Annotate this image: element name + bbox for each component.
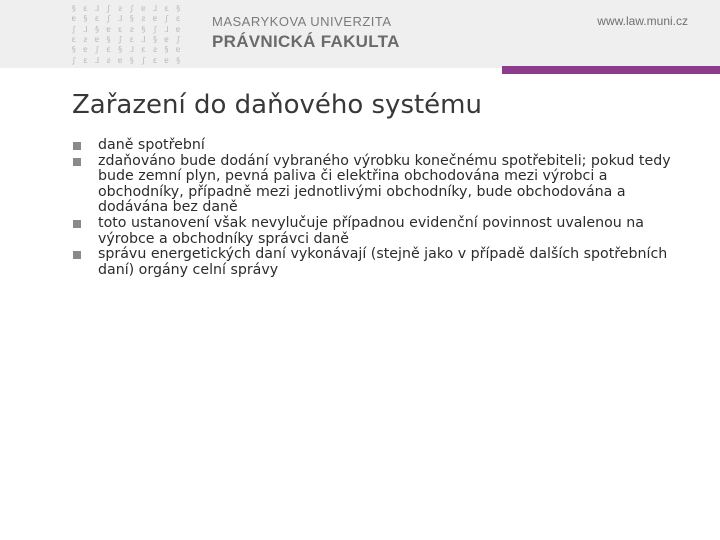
list-item: [72, 247, 672, 278]
website-url[interactable]: www.law.muni.cz: [597, 14, 688, 28]
list-item: [72, 216, 672, 247]
bullet-text: správu energetických daní vykonávají (stejně jako v případě dalších spotřebních daní) orgány celní správy: [98, 246, 668, 278]
square-bullet-icon: [73, 142, 81, 150]
list-item: [72, 138, 672, 154]
university-name: MASARYKOVA UNIVERZITA: [212, 14, 392, 29]
bullet-list: [72, 138, 672, 278]
bullet-text: toto ustanovení však nevylučuje případnou evidenční povinnost uvalenou na výrobce a obchodníky správci daně: [98, 214, 644, 247]
bullet-text: zdaňováno bude dodání vybraného výrobku konečnému spotřebiteli; pokud tedy bude zemní plyn, pevná paliva či elektřina obchodována mezi výrobci a obchodníky, případně mezi jednotlivými obchodníky, bude obchodována a dodávána bez daně: [98, 152, 671, 216]
list-item: [72, 154, 672, 216]
accent-bar: [502, 66, 720, 74]
header-band: [0, 0, 720, 68]
square-bullet-icon: [73, 220, 81, 228]
square-bullet-icon: [73, 251, 81, 259]
logo-pattern: § ɛ ⅃ ʃ ƨ ʃ ɐ ⅃ ɛ § ɐ § ɛ ʃ ⅃ § ƨ ɐ ʃ ɛ ʃ ⅃ § ɐ ɛ ƨ § ʃ ⅃ ɐ ɛ ƨ ɐ § ʃ ɛ ⅃ § ɐ ʃ § ɐ ʃ ɛ § ⅃ ɛ ƨ § ɐ ʃ ɛ ⅃ ƨ ɐ § ʃ ɛ ɐ §: [71, 4, 181, 65]
slide-title: Zařazení do daňového systému: [72, 90, 482, 120]
square-bullet-icon: [73, 158, 81, 166]
bullet-text: daně spotřební: [98, 137, 205, 153]
faculty-name: PRÁVNICKÁ FAKULTA: [212, 32, 400, 51]
